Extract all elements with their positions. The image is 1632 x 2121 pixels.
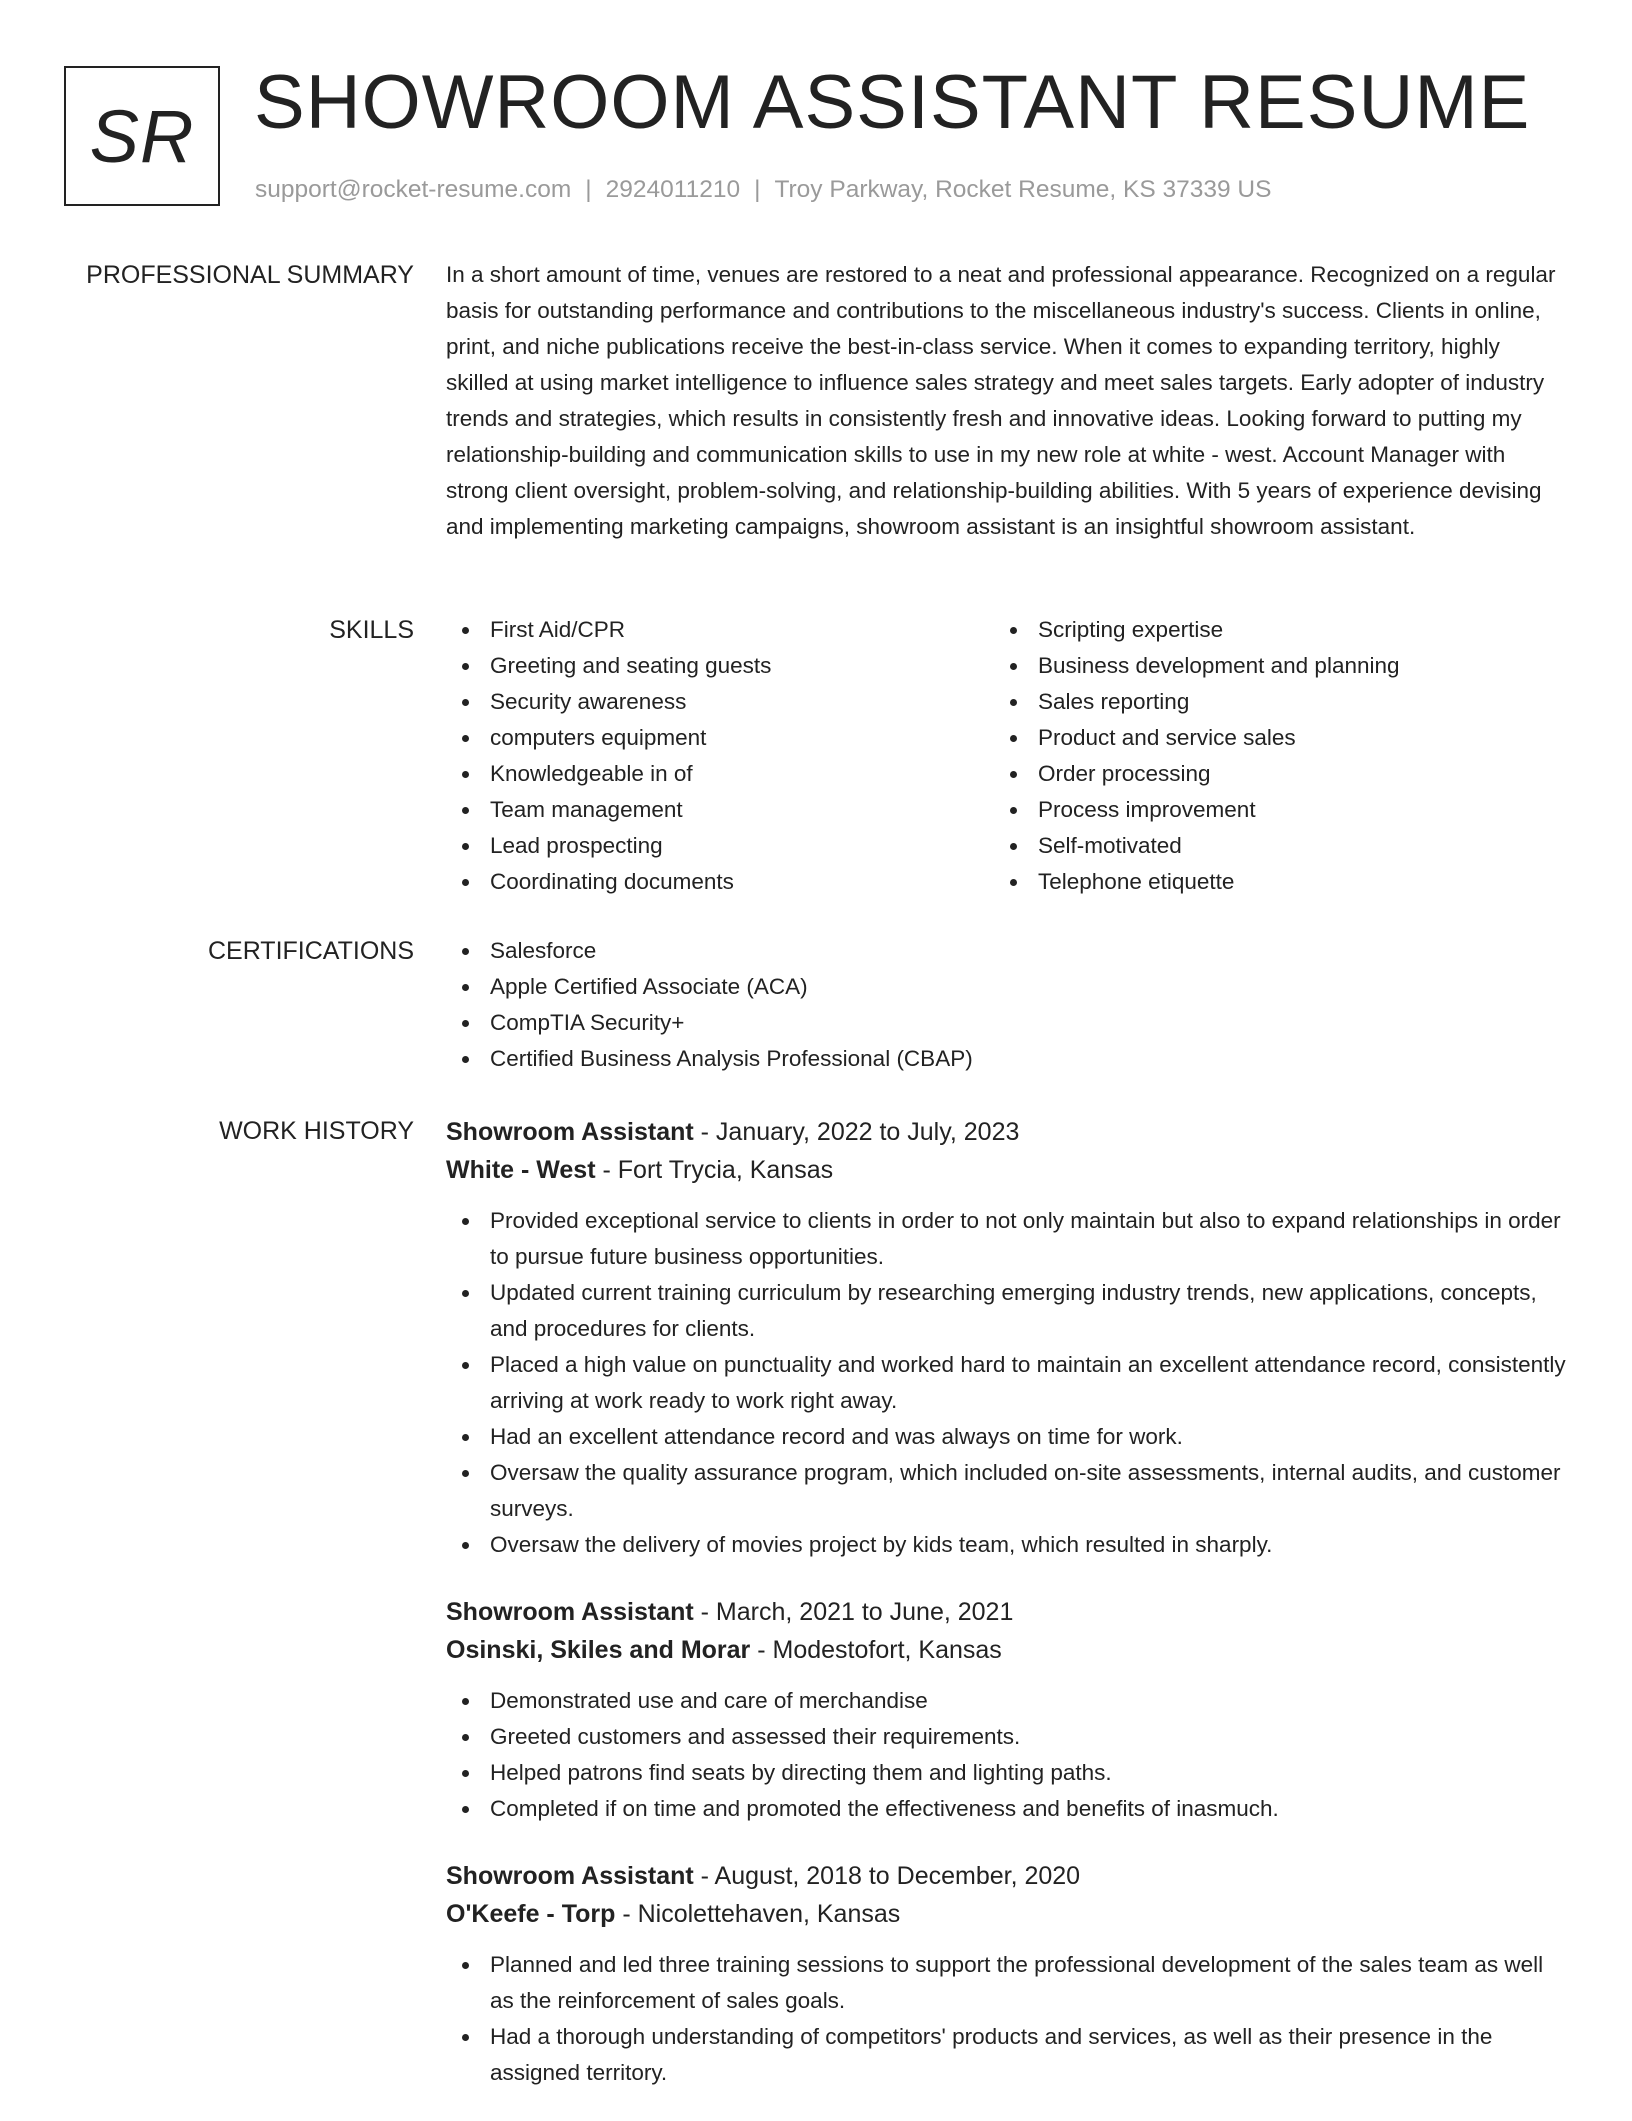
job-dates: - March, 2021 to June, 2021: [693, 1598, 1014, 1626]
list-item: Lead prospecting: [446, 828, 994, 864]
list-item: Self-motivated: [994, 828, 1542, 864]
list-item: Greeted customers and assessed their requirements.: [446, 1719, 1566, 1755]
list-item: Salesforce: [446, 933, 1566, 969]
list-item: Helped patrons find seats by directing them and lighting paths.: [446, 1755, 1566, 1791]
list-item: Updated current training curriculum by researching emerging industry trends, new applications, concepts, and procedures for clients.: [446, 1275, 1566, 1347]
list-item: Apple Certified Associate (ACA): [446, 969, 1566, 1005]
certifications-body: [446, 933, 1566, 1077]
list-item: Certified Business Analysis Professional (CBAP): [446, 1041, 1566, 1077]
certifications-heading: CERTIFICATIONS: [207, 937, 414, 965]
job-dates: - January, 2022 to July, 2023: [693, 1118, 1020, 1146]
list-item: Business development and planning: [994, 648, 1542, 684]
contact-address: Troy Parkway, Rocket Resume, KS 37339 US: [774, 176, 1272, 203]
list-item: Demonstrated use and care of merchandise: [446, 1683, 1566, 1719]
summary-text: In a short amount of time, venues are restored to a neat and professional appearance. Recognized on a regular basis for outstanding performance and contributions to the miscellaneous industry's success. Clients in online, print, and niche publications receive the best-in-class service. When it comes to expanding territory, highly skilled at using market intelligence to influence sales strategy and meet sales targets. Early adopter of industry trends and strategies, which results in consistently fresh and innovative ideas. Looking forward to putting my relationship-building and communication skills to use in my new role at white - west. Account Manager with strong client oversight, problem-solving, and relationship-building abilities. With 5 years of experience devising and implementing marketing campaigns, showroom assistant is an insightful showroom assistant.: [446, 262, 1556, 539]
job-entry: [446, 1113, 1566, 1563]
job-dates: - August, 2018 to December, 2020: [693, 1862, 1081, 1890]
monogram-logo: SR: [64, 66, 220, 206]
job-title: Showroom Assistant: [446, 1598, 694, 1626]
job-company: Osinski, Skiles and Morar: [446, 1636, 751, 1664]
list-item: Completed if on time and promoted the effectiveness and benefits of inasmuch.: [446, 1791, 1566, 1827]
job-company: O'Keefe - Torp: [446, 1900, 616, 1928]
contact-separator: |: [754, 176, 761, 203]
contact-line: [255, 176, 1271, 204]
work-history-heading: WORK HISTORY: [219, 1117, 414, 1145]
list-item: Security awareness: [446, 684, 994, 720]
job-location: - Modestofort, Kansas: [750, 1636, 1002, 1664]
list-item: Sales reporting: [994, 684, 1542, 720]
contact-phone: 2924011210: [605, 176, 741, 203]
job-title-line: [446, 1857, 1566, 1895]
skills-body: [446, 612, 1566, 900]
list-item: Planned and led three training sessions to support the professional development of the sales team as well as the reinforcement of sales goals.: [446, 1947, 1566, 2019]
list-item: Provided exceptional service to clients in order to not only maintain but also to expand relationships in order to pursue future business opportunities.: [446, 1203, 1566, 1275]
list-item: Coordinating documents: [446, 864, 994, 900]
job-entry: [446, 1593, 1566, 1827]
list-item: Process improvement: [994, 792, 1542, 828]
list-item: CompTIA Security+: [446, 1005, 1566, 1041]
skills-columns: [446, 612, 1566, 900]
job-title: Showroom Assistant: [446, 1862, 694, 1890]
job-title-line: [446, 1593, 1566, 1631]
summary-heading: PROFESSIONAL SUMMARY: [86, 261, 414, 289]
job-company-line: [446, 1631, 1566, 1669]
job-title: Showroom Assistant: [446, 1118, 694, 1146]
job-entry: [446, 1857, 1566, 2091]
job-bullets: [446, 1683, 1566, 1827]
resume-title: SHOWROOM ASSISTANT RESUME: [254, 60, 1531, 145]
list-item: Greeting and seating guests: [446, 648, 994, 684]
list-item: Placed a high value on punctuality and worked hard to maintain an excellent attendance record, consistently arriving at work ready to work right away.: [446, 1347, 1566, 1419]
job-company-line: [446, 1151, 1566, 1189]
skills-list-right: [994, 612, 1542, 900]
job-company-line: [446, 1895, 1566, 1933]
list-item: computers equipment: [446, 720, 994, 756]
list-item: Knowledgeable in of: [446, 756, 994, 792]
list-item: Had an excellent attendance record and was always on time for work.: [446, 1419, 1566, 1455]
contact-email: support@rocket-resume.com: [255, 176, 572, 203]
job-bullets: [446, 1203, 1566, 1563]
list-item: Oversaw the delivery of movies project by kids team, which resulted in sharply.: [446, 1527, 1566, 1563]
contact-separator: |: [585, 176, 592, 203]
skills-list-left: [446, 612, 994, 900]
job-location: - Nicolettehaven, Kansas: [615, 1900, 901, 1928]
list-item: Team management: [446, 792, 994, 828]
list-item: Scripting expertise: [994, 612, 1542, 648]
list-item: Telephone etiquette: [994, 864, 1542, 900]
list-item: Oversaw the quality assurance program, which included on-site assessments, internal audits, and customer surveys.: [446, 1455, 1566, 1527]
job-company: White - West: [446, 1156, 596, 1184]
list-item: Product and service sales: [994, 720, 1542, 756]
job-bullets: [446, 1947, 1566, 2091]
job-title-line: [446, 1113, 1566, 1151]
skills-heading: SKILLS: [329, 616, 414, 644]
work-history-body: [446, 1113, 1566, 2121]
summary-body: [446, 257, 1566, 545]
list-item: Order processing: [994, 756, 1542, 792]
job-location: - Fort Trycia, Kansas: [595, 1156, 834, 1184]
list-item: First Aid/CPR: [446, 612, 994, 648]
certifications-list: [446, 933, 1566, 1077]
list-item: Had a thorough understanding of competitors' products and services, as well as their presence in the assigned territory.: [446, 2019, 1566, 2091]
